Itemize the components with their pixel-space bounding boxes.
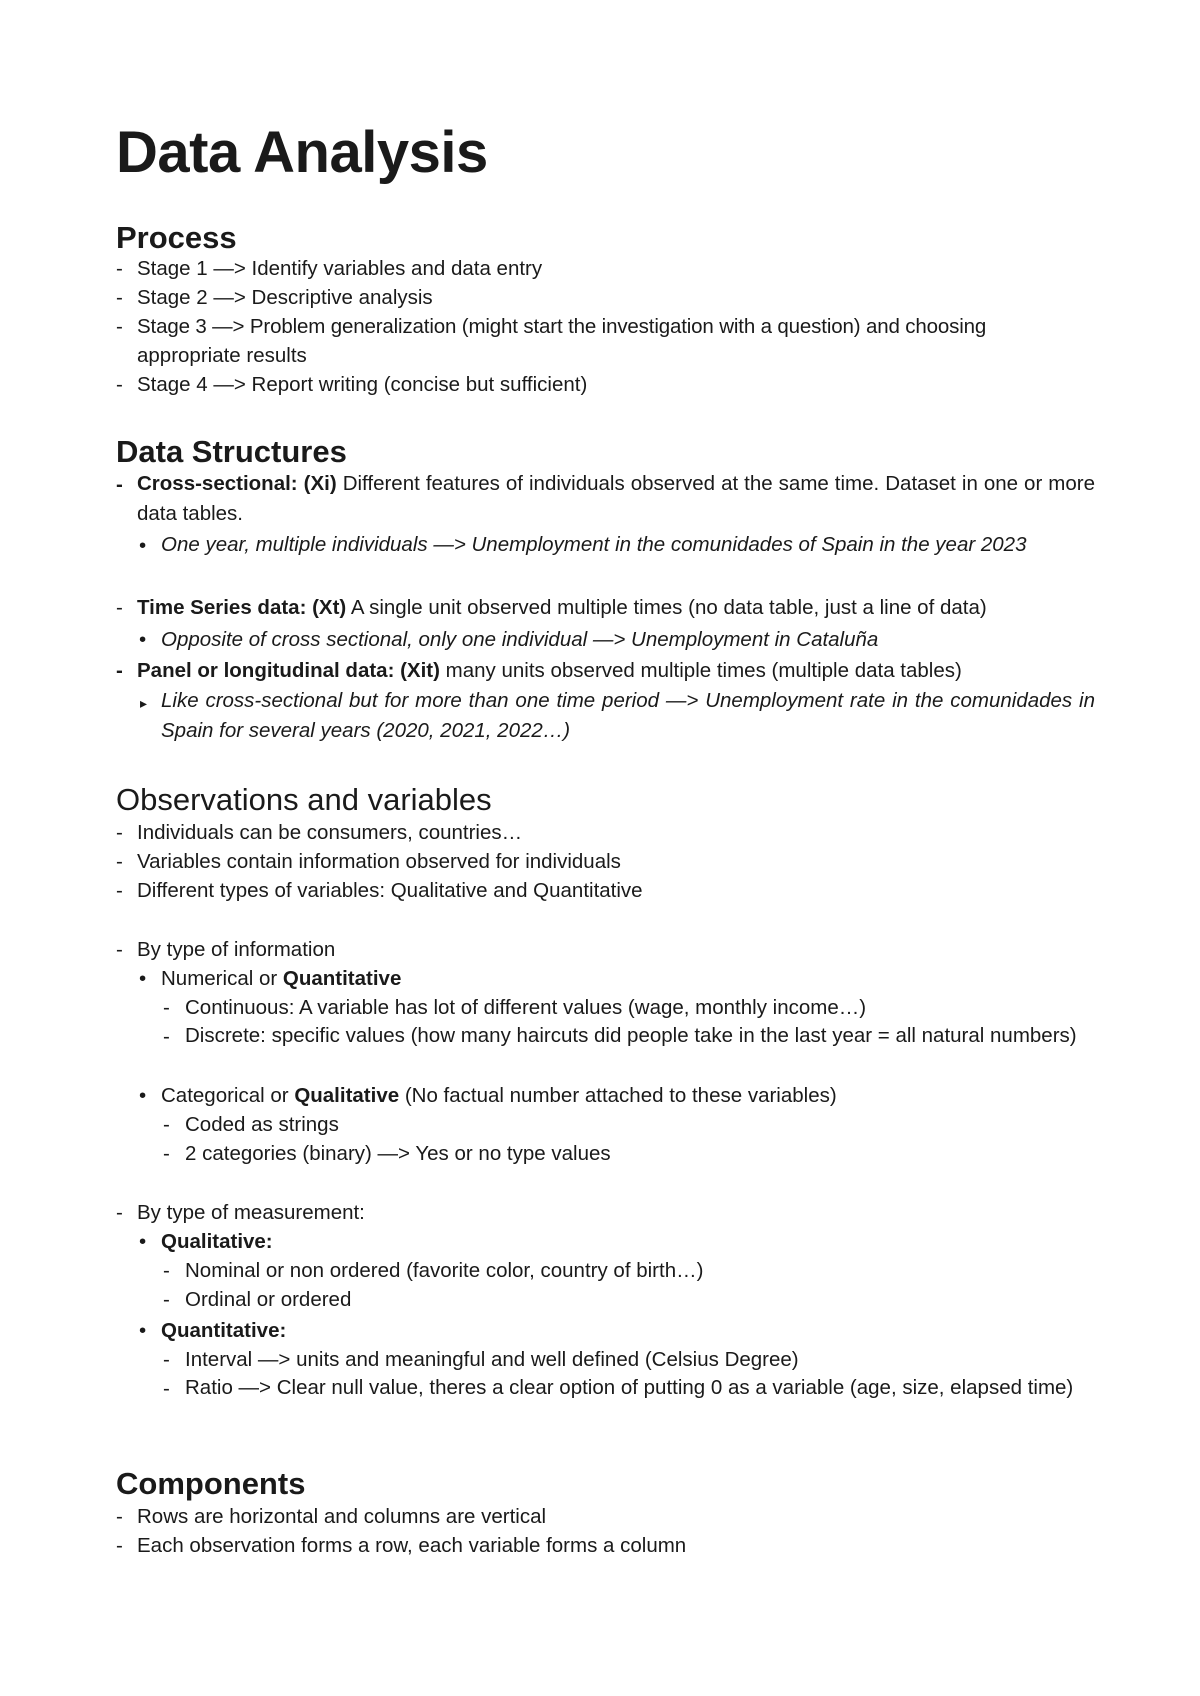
dash-bullet: - bbox=[116, 938, 123, 961]
continuous-item: Continuous: A variable has lot of different values (wage, monthly income…) bbox=[185, 996, 867, 1019]
panel-text: many units observed multiple times (multiple data tables) bbox=[445, 659, 962, 682]
panel-item bbox=[137, 658, 962, 684]
panel-example: Like cross-sectional but for more than one time period —> Unemployment rate in the comunidades in Spain for several years (2020, 2021, 2022…) bbox=[161, 689, 1095, 742]
dash-bullet: - bbox=[116, 659, 123, 682]
dash-bullet: - bbox=[163, 1259, 170, 1282]
dash-bullet: - bbox=[163, 1377, 170, 1400]
time-series-label: Time Series data: bbox=[137, 596, 307, 619]
dash-bullet: - bbox=[163, 996, 170, 1019]
dash-bullet: - bbox=[163, 1113, 170, 1136]
discrete-item: Discrete: specific values (how many haircuts did people take in the last year = all natural numbers) bbox=[185, 1024, 1077, 1047]
dot-bullet: • bbox=[139, 534, 147, 557]
time-series-symbol: (Xt) bbox=[312, 596, 347, 619]
ordinal-item: Ordinal or ordered bbox=[185, 1288, 352, 1311]
section-heading-components: Components bbox=[116, 1466, 306, 1501]
dash-bullet: - bbox=[116, 821, 123, 844]
observations-item: Different types of variables: Qualitative and Quantitative bbox=[137, 879, 643, 902]
time-series-example: Opposite of cross sectional, only one individual —> Unemployment in Cataluña bbox=[161, 628, 879, 651]
triangle-bullet: ▸ bbox=[140, 695, 148, 711]
qualitative-label: Qualitative: bbox=[161, 1230, 273, 1253]
binary-item: 2 categories (binary) —> Yes or no type values bbox=[185, 1142, 611, 1165]
dash-bullet: - bbox=[163, 1025, 170, 1048]
dash-bullet: - bbox=[116, 315, 123, 338]
components-item: Rows are horizontal and columns are vertical bbox=[137, 1505, 547, 1528]
coded-item: Coded as strings bbox=[185, 1113, 339, 1136]
categorical-bold: Qualitative bbox=[294, 1084, 400, 1107]
dash-bullet: - bbox=[163, 1288, 170, 1311]
section-heading-data-structures: Data Structures bbox=[116, 434, 347, 469]
ratio-item: Ratio —> Clear null value, theres a clear option of putting 0 as a variable (age, size, elapsed time) bbox=[185, 1376, 1074, 1399]
observations-item: Individuals can be consumers, countries… bbox=[137, 821, 523, 844]
dash-bullet: - bbox=[116, 596, 123, 619]
dash-bullet: - bbox=[116, 879, 123, 902]
dash-bullet: - bbox=[116, 1201, 123, 1224]
numerical-prefix: Numerical or bbox=[161, 967, 283, 990]
by-information-label: By type of information bbox=[137, 938, 336, 961]
numerical-bold: Quantitative bbox=[282, 967, 402, 990]
observations-item: Variables contain information observed for individuals bbox=[137, 850, 621, 873]
categorical-item bbox=[161, 1083, 837, 1109]
components-item: Each observation forms a row, each variable forms a column bbox=[137, 1534, 687, 1557]
dash-bullet: - bbox=[163, 1142, 170, 1165]
dash-bullet: - bbox=[116, 257, 123, 280]
dot-bullet: • bbox=[139, 628, 147, 651]
cross-sectional-example: One year, multiple individuals —> Unemployment in the comunidades of Spain in the year 2023 bbox=[161, 533, 1027, 556]
panel-symbol: (Xit) bbox=[400, 659, 440, 682]
nominal-item: Nominal or non ordered (favorite color, country of birth…) bbox=[185, 1259, 704, 1282]
time-series-text: A single unit observed multiple times (no data table, just a line of data) bbox=[350, 596, 987, 619]
numerical-item bbox=[161, 966, 401, 992]
dash-bullet: - bbox=[116, 850, 123, 873]
section-heading-process: Process bbox=[116, 220, 237, 255]
dash-bullet: - bbox=[116, 473, 123, 496]
panel-label: Panel or longitudinal data: bbox=[137, 659, 395, 682]
categorical-prefix: Categorical or bbox=[161, 1084, 295, 1107]
dash-bullet: - bbox=[163, 1348, 170, 1371]
process-item: Stage 1 —> Identify variables and data entry bbox=[137, 257, 543, 280]
by-measurement-label: By type of measurement: bbox=[137, 1201, 365, 1224]
section-heading-observations: Observations and variables bbox=[116, 782, 492, 817]
dash-bullet: - bbox=[116, 1505, 123, 1528]
process-item: Stage 4 —> Report writing (concise but sufficient) bbox=[137, 373, 588, 396]
cross-sectional-item bbox=[137, 469, 1095, 529]
categorical-suffix: (No factual number attached to these variables) bbox=[399, 1084, 837, 1107]
dot-bullet: • bbox=[139, 1319, 147, 1342]
dash-bullet: - bbox=[116, 373, 123, 396]
dash-bullet: - bbox=[116, 286, 123, 309]
quantitative-label: Quantitative: bbox=[161, 1319, 287, 1342]
dash-bullet: - bbox=[116, 1534, 123, 1557]
dot-bullet: • bbox=[139, 1230, 147, 1253]
process-item: Stage 3 —> Problem generalization (might start the investigation with a question) and choosing bbox=[137, 315, 987, 338]
interval-item: Interval —> units and meaningful and well defined (Celsius Degree) bbox=[185, 1348, 799, 1371]
cross-sectional-label: Cross-sectional: bbox=[137, 472, 298, 495]
cross-sectional-text: Different features of individuals observed at the same time. Dataset in one or more data tables. bbox=[137, 472, 1095, 525]
cross-sectional-symbol: (Xi) bbox=[303, 472, 337, 495]
page-title: Data Analysis bbox=[116, 120, 488, 185]
time-series-item bbox=[137, 595, 987, 621]
process-item: Stage 2 —> Descriptive analysis bbox=[137, 286, 433, 309]
dot-bullet: • bbox=[139, 1084, 147, 1107]
dot-bullet: • bbox=[139, 967, 147, 990]
process-item-continuation: appropriate results bbox=[137, 344, 307, 367]
